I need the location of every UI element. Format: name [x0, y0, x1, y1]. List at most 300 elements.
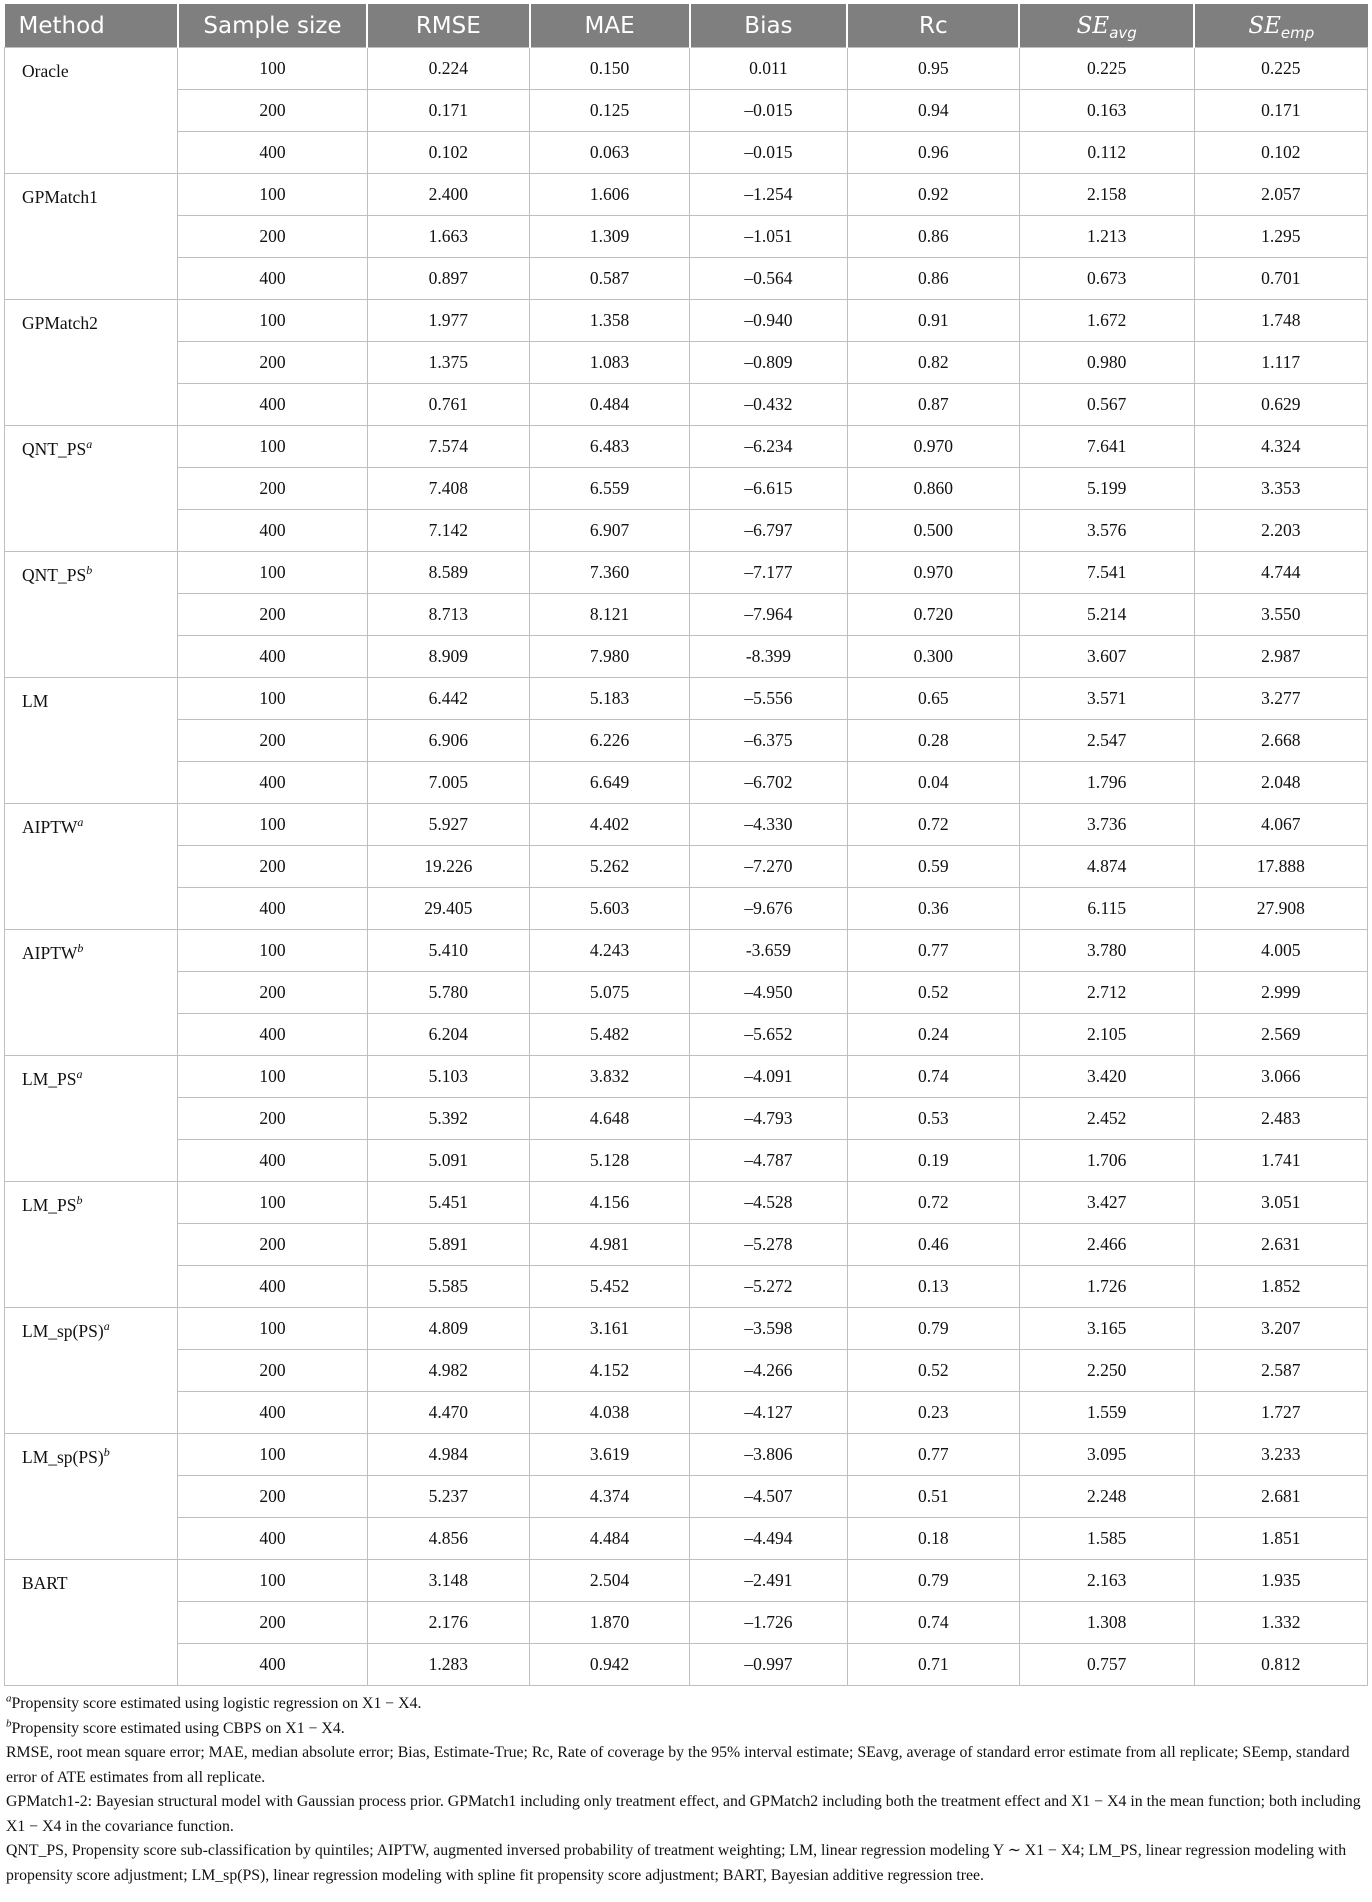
table-cell: 2.158	[1019, 174, 1194, 216]
table-cell: 27.908	[1194, 888, 1367, 930]
table-row	[5, 1182, 1368, 1224]
table-cell: 0.720	[847, 594, 1019, 636]
table-cell: 100	[178, 1056, 367, 1098]
table-cell: –4.494	[690, 1518, 848, 1560]
col-rmse: RMSE	[367, 4, 529, 48]
table-cell: 5.075	[530, 972, 690, 1014]
table-cell: 3.161	[530, 1308, 690, 1350]
table-cell: 100	[178, 426, 367, 468]
table-cell: –7.964	[690, 594, 848, 636]
table-cell: 400	[178, 1266, 367, 1308]
table-cell: 4.038	[530, 1392, 690, 1434]
table-cell: 7.980	[530, 636, 690, 678]
table-cell: –0.809	[690, 342, 848, 384]
table-cell: 0.225	[1019, 48, 1194, 90]
table-cell: 4.484	[530, 1518, 690, 1560]
table-cell: 4.374	[530, 1476, 690, 1518]
table-cell: 6.649	[530, 762, 690, 804]
table-cell: 8.909	[367, 636, 529, 678]
table-cell: 200	[178, 846, 367, 888]
table-cell: 1.283	[367, 1644, 529, 1686]
table-cell: 0.673	[1019, 258, 1194, 300]
table-cell: 3.066	[1194, 1056, 1367, 1098]
method-name: $LM\_PS^b$	[5, 1182, 178, 1308]
table-cell: –4.793	[690, 1098, 848, 1140]
table-cell: 200	[178, 972, 367, 1014]
table-cell: 2.631	[1194, 1224, 1367, 1266]
table-cell: 100	[178, 804, 367, 846]
table-cell: 0.91	[847, 300, 1019, 342]
table-cell: 0.163	[1019, 90, 1194, 132]
table-row	[5, 930, 1368, 972]
table-cell: 2.712	[1019, 972, 1194, 1014]
table-cell: 100	[178, 1560, 367, 1602]
table-cell: 0.701	[1194, 258, 1367, 300]
table-row	[5, 1518, 1368, 1560]
table-cell: 400	[178, 1518, 367, 1560]
table-cell: 5.780	[367, 972, 529, 1014]
table-cell: 0.65	[847, 678, 1019, 720]
table-cell: 4.005	[1194, 930, 1367, 972]
table-cell: 1.117	[1194, 342, 1367, 384]
method-name: BART	[5, 1560, 178, 1686]
table-row	[5, 90, 1368, 132]
table-cell: 400	[178, 258, 367, 300]
table-row	[5, 804, 1368, 846]
table-cell: –4.528	[690, 1182, 848, 1224]
table-cell: 0.72	[847, 1182, 1019, 1224]
table-cell: –3.806	[690, 1434, 848, 1476]
table-cell: –6.234	[690, 426, 848, 468]
table-cell: 0.011	[690, 48, 848, 90]
table-cell: 4.648	[530, 1098, 690, 1140]
table-cell: 200	[178, 1350, 367, 1392]
table-cell: 19.226	[367, 846, 529, 888]
table-cell: 2.250	[1019, 1350, 1194, 1392]
table-cell: 5.451	[367, 1182, 529, 1224]
table-cell: 5.214	[1019, 594, 1194, 636]
table-cell: 100	[178, 300, 367, 342]
table-cell: 3.780	[1019, 930, 1194, 972]
table-cell: 0.79	[847, 1308, 1019, 1350]
table-cell: 2.504	[530, 1560, 690, 1602]
table-cell: 3.353	[1194, 468, 1367, 510]
table-cell: 1.796	[1019, 762, 1194, 804]
table-row	[5, 846, 1368, 888]
table-cell: 200	[178, 720, 367, 762]
table-cell: 0.587	[530, 258, 690, 300]
table-cell: 0.171	[367, 90, 529, 132]
table-cell: 200	[178, 90, 367, 132]
table-row	[5, 1602, 1368, 1644]
table-cell: 4.984	[367, 1434, 529, 1476]
table-cell: 5.603	[530, 888, 690, 930]
table-cell: 5.410	[367, 930, 529, 972]
table-cell: 200	[178, 342, 367, 384]
table-cell: -3.659	[690, 930, 848, 972]
table-cell: 0.897	[367, 258, 529, 300]
table-cell: 2.203	[1194, 510, 1367, 552]
table-cell: –5.652	[690, 1014, 848, 1056]
method-name: $QNT\_PS^a$	[5, 426, 178, 552]
table-cell: 2.163	[1019, 1560, 1194, 1602]
header-row	[5, 4, 1368, 48]
table-cell: –0.432	[690, 384, 848, 426]
table-row	[5, 1476, 1368, 1518]
table-cell: 400	[178, 888, 367, 930]
table-cell: 0.74	[847, 1056, 1019, 1098]
table-cell: –4.507	[690, 1476, 848, 1518]
table-cell: –4.330	[690, 804, 848, 846]
table-row	[5, 1560, 1368, 1602]
table-cell: 29.405	[367, 888, 529, 930]
results-table-container	[4, 4, 1368, 1686]
table-cell: 3.550	[1194, 594, 1367, 636]
table-cell: 1.606	[530, 174, 690, 216]
table-cell: 0.567	[1019, 384, 1194, 426]
table-cell: 1.870	[530, 1602, 690, 1644]
table-cell: 7.408	[367, 468, 529, 510]
table-cell: 0.225	[1194, 48, 1367, 90]
table-cell: 17.888	[1194, 846, 1367, 888]
table-cell: 0.300	[847, 636, 1019, 678]
footnote-a: $^a$Propensity score estimated using logistic regression on X1 − X4.	[6, 1692, 422, 1712]
table-cell: 0.102	[367, 132, 529, 174]
table-cell: 0.224	[367, 48, 529, 90]
table-cell: –0.997	[690, 1644, 848, 1686]
table-row	[5, 1434, 1368, 1476]
simulation-results-table	[4, 4, 1368, 1686]
table-cell: 8.589	[367, 552, 529, 594]
table-cell: 8.121	[530, 594, 690, 636]
table-cell: 6.115	[1019, 888, 1194, 930]
table-cell: 8.713	[367, 594, 529, 636]
table-cell: 3.571	[1019, 678, 1194, 720]
table-cell: 0.04	[847, 762, 1019, 804]
table-cell: 0.87	[847, 384, 1019, 426]
col-se-emp: $SE_{emp}$	[1194, 4, 1367, 48]
table-cell: 4.402	[530, 804, 690, 846]
table-cell: 0.51	[847, 1476, 1019, 1518]
table-cell: 4.470	[367, 1392, 529, 1434]
table-cell: 0.19	[847, 1140, 1019, 1182]
table-cell: 1.741	[1194, 1140, 1367, 1182]
method-name: GPMatch2	[5, 300, 178, 426]
table-cell: 0.59	[847, 846, 1019, 888]
col-method: Method	[5, 4, 178, 48]
table-cell: 6.483	[530, 426, 690, 468]
table-cell: 1.748	[1194, 300, 1367, 342]
table-cell: 4.324	[1194, 426, 1367, 468]
table-row	[5, 888, 1368, 930]
table-cell: 100	[178, 678, 367, 720]
table-cell: 2.987	[1194, 636, 1367, 678]
table-cell: 0.125	[530, 90, 690, 132]
table-body	[5, 48, 1368, 1686]
method-name: LM	[5, 678, 178, 804]
table-row	[5, 1644, 1368, 1686]
table-cell: –6.797	[690, 510, 848, 552]
table-cell: 2.587	[1194, 1350, 1367, 1392]
method-name: $QNT\_PS^b$	[5, 552, 178, 678]
table-cell: 0.92	[847, 174, 1019, 216]
table-cell: 200	[178, 1602, 367, 1644]
table-row	[5, 678, 1368, 720]
method-name: LM_sp(PS)$^b$	[5, 1434, 178, 1560]
table-cell: –4.127	[690, 1392, 848, 1434]
table-cell: 0.52	[847, 972, 1019, 1014]
table-cell: 2.569	[1194, 1014, 1367, 1056]
table-cell: 2.057	[1194, 174, 1367, 216]
table-cell: 2.999	[1194, 972, 1367, 1014]
method-name: AIPTW$^a$	[5, 804, 178, 930]
table-row	[5, 132, 1368, 174]
table-cell: 6.204	[367, 1014, 529, 1056]
table-cell: 7.005	[367, 762, 529, 804]
table-cell: 1.977	[367, 300, 529, 342]
table-cell: 2.681	[1194, 1476, 1367, 1518]
table-cell: –5.272	[690, 1266, 848, 1308]
table-cell: –3.598	[690, 1308, 848, 1350]
table-cell: –0.015	[690, 90, 848, 132]
table-row	[5, 258, 1368, 300]
table-row	[5, 174, 1368, 216]
table-row	[5, 1140, 1368, 1182]
table-cell: 1.726	[1019, 1266, 1194, 1308]
table-cell: 7.360	[530, 552, 690, 594]
table-cell: 2.105	[1019, 1014, 1194, 1056]
table-cell: 200	[178, 1098, 367, 1140]
table-cell: 2.668	[1194, 720, 1367, 762]
table-cell: 0.500	[847, 510, 1019, 552]
table-cell: 0.761	[367, 384, 529, 426]
table-cell: –7.177	[690, 552, 848, 594]
table-cell: 400	[178, 132, 367, 174]
table-cell: 4.744	[1194, 552, 1367, 594]
table-cell: 1.672	[1019, 300, 1194, 342]
table-row	[5, 1014, 1368, 1056]
table-cell: 7.641	[1019, 426, 1194, 468]
col-sample-size: Sample size	[178, 4, 367, 48]
table-cell: 0.86	[847, 258, 1019, 300]
table-cell: 4.982	[367, 1350, 529, 1392]
table-cell: 0.629	[1194, 384, 1367, 426]
table-cell: 0.82	[847, 342, 1019, 384]
table-cell: –4.091	[690, 1056, 848, 1098]
table-cell: 400	[178, 1644, 367, 1686]
table-cell: 0.86	[847, 216, 1019, 258]
table-row	[5, 300, 1368, 342]
table-cell: 7.142	[367, 510, 529, 552]
table-cell: 0.95	[847, 48, 1019, 90]
table-cell: 2.483	[1194, 1098, 1367, 1140]
table-cell: 5.482	[530, 1014, 690, 1056]
table-cell: 100	[178, 1308, 367, 1350]
table-cell: 2.547	[1019, 720, 1194, 762]
table-cell: 100	[178, 1434, 367, 1476]
table-cell: 5.927	[367, 804, 529, 846]
table-cell: 0.23	[847, 1392, 1019, 1434]
table-cell: 2.466	[1019, 1224, 1194, 1266]
table-cell: 400	[178, 384, 367, 426]
table-row	[5, 510, 1368, 552]
table-cell: 7.541	[1019, 552, 1194, 594]
col-se-avg: $SE_{avg}$	[1019, 4, 1194, 48]
table-cell: 5.891	[367, 1224, 529, 1266]
table-cell: 0.28	[847, 720, 1019, 762]
table-row	[5, 468, 1368, 510]
table-cell: 0.24	[847, 1014, 1019, 1056]
table-cell: 2.176	[367, 1602, 529, 1644]
table-cell: 200	[178, 594, 367, 636]
table-cell: 0.13	[847, 1266, 1019, 1308]
table-cell: 200	[178, 468, 367, 510]
table-cell: 0.063	[530, 132, 690, 174]
table-cell: 0.71	[847, 1644, 1019, 1686]
table-cell: 2.452	[1019, 1098, 1194, 1140]
table-row	[5, 594, 1368, 636]
table-cell: 0.970	[847, 426, 1019, 468]
table-cell: 0.96	[847, 132, 1019, 174]
table-cell: 0.860	[847, 468, 1019, 510]
table-cell: 0.72	[847, 804, 1019, 846]
table-row	[5, 1308, 1368, 1350]
table-cell: 0.46	[847, 1224, 1019, 1266]
method-name: Oracle	[5, 48, 178, 174]
table-cell: 3.207	[1194, 1308, 1367, 1350]
table-cell: –9.676	[690, 888, 848, 930]
table-row	[5, 720, 1368, 762]
table-cell: 3.148	[367, 1560, 529, 1602]
table-cell: 6.906	[367, 720, 529, 762]
table-row	[5, 762, 1368, 804]
table-row	[5, 1056, 1368, 1098]
table-cell: 3.165	[1019, 1308, 1194, 1350]
table-cell: 4.809	[367, 1308, 529, 1350]
table-cell: 0.112	[1019, 132, 1194, 174]
table-cell: –4.950	[690, 972, 848, 1014]
table-cell: 1.375	[367, 342, 529, 384]
table-cell: 100	[178, 930, 367, 972]
table-cell: 100	[178, 1182, 367, 1224]
table-cell: 1.585	[1019, 1518, 1194, 1560]
table-cell: 0.812	[1194, 1644, 1367, 1686]
footnote-b: $^b$Propensity score estimated using CBPS on X1 − X4.	[6, 1717, 345, 1737]
table-cell: 400	[178, 1392, 367, 1434]
table-cell: 4.981	[530, 1224, 690, 1266]
table-cell: 3.233	[1194, 1434, 1367, 1476]
table-cell: 4.156	[530, 1182, 690, 1224]
table-cell: 2.248	[1019, 1476, 1194, 1518]
table-cell: 1.663	[367, 216, 529, 258]
table-cell: 1.559	[1019, 1392, 1194, 1434]
table-cell: 5.091	[367, 1140, 529, 1182]
table-cell: 400	[178, 510, 367, 552]
table-cell: 4.874	[1019, 846, 1194, 888]
table-cell: 200	[178, 1224, 367, 1266]
table-cell: 3.576	[1019, 510, 1194, 552]
table-cell: –6.702	[690, 762, 848, 804]
table-cell: 5.183	[530, 678, 690, 720]
table-cell: 0.970	[847, 552, 1019, 594]
table-cell: 5.199	[1019, 468, 1194, 510]
table-cell: 1.332	[1194, 1602, 1367, 1644]
footnote-gpmatch: GPMatch1-2: Bayesian structural model with Gaussian process prior. GPMatch1 including only treatment effect, and GPMatch2 including both the treatment effect and X1 − X4 in the mean function; both including X1 − X4 in the covariance function.	[6, 1793, 1361, 1835]
table-cell: 0.77	[847, 1434, 1019, 1476]
table-cell: 400	[178, 1140, 367, 1182]
method-name: LM_sp(PS)$^a$	[5, 1308, 178, 1434]
table-cell: 1.852	[1194, 1266, 1367, 1308]
table-footnotes	[6, 1692, 1366, 1888]
table-row	[5, 384, 1368, 426]
table-cell: 100	[178, 174, 367, 216]
table-cell: 4.067	[1194, 804, 1367, 846]
table-cell: 1.706	[1019, 1140, 1194, 1182]
table-row	[5, 1392, 1368, 1434]
table-cell: 100	[178, 552, 367, 594]
table-cell: 5.237	[367, 1476, 529, 1518]
table-cell: 1.309	[530, 216, 690, 258]
table-cell: –6.375	[690, 720, 848, 762]
table-cell: –4.787	[690, 1140, 848, 1182]
table-cell: 5.103	[367, 1056, 529, 1098]
table-cell: 0.36	[847, 888, 1019, 930]
table-cell: 6.907	[530, 510, 690, 552]
table-cell: 0.77	[847, 930, 1019, 972]
table-cell: –1.051	[690, 216, 848, 258]
table-cell: 3.619	[530, 1434, 690, 1476]
table-cell: 2.048	[1194, 762, 1367, 804]
table-row	[5, 426, 1368, 468]
table-cell: –2.491	[690, 1560, 848, 1602]
col-bias: Bias	[690, 4, 848, 48]
table-cell: 6.226	[530, 720, 690, 762]
table-cell: 0.79	[847, 1560, 1019, 1602]
table-cell: 0.102	[1194, 132, 1367, 174]
table-cell: 100	[178, 48, 367, 90]
table-cell: 0.94	[847, 90, 1019, 132]
table-row	[5, 1266, 1368, 1308]
col-mae: MAE	[530, 4, 690, 48]
table-cell: 0.74	[847, 1602, 1019, 1644]
table-row	[5, 48, 1368, 90]
table-cell: 3.095	[1019, 1434, 1194, 1476]
table-cell: 0.52	[847, 1350, 1019, 1392]
table-cell: 3.607	[1019, 636, 1194, 678]
table-cell: 1.083	[530, 342, 690, 384]
table-cell: –0.564	[690, 258, 848, 300]
table-cell: -8.399	[690, 636, 848, 678]
table-cell: 5.585	[367, 1266, 529, 1308]
table-cell: 3.427	[1019, 1182, 1194, 1224]
table-cell: 200	[178, 1476, 367, 1518]
table-cell: –5.278	[690, 1224, 848, 1266]
table-cell: 1.308	[1019, 1602, 1194, 1644]
table-cell: 1.935	[1194, 1560, 1367, 1602]
table-row	[5, 1098, 1368, 1140]
table-cell: 6.559	[530, 468, 690, 510]
table-cell: 7.574	[367, 426, 529, 468]
table-cell: 0.484	[530, 384, 690, 426]
table-row	[5, 552, 1368, 594]
table-cell: 1.295	[1194, 216, 1367, 258]
method-name: AIPTW$^b$	[5, 930, 178, 1056]
table-cell: –6.615	[690, 468, 848, 510]
table-row	[5, 1350, 1368, 1392]
table-cell: 4.152	[530, 1350, 690, 1392]
table-cell: –0.940	[690, 300, 848, 342]
table-cell: 0.171	[1194, 90, 1367, 132]
